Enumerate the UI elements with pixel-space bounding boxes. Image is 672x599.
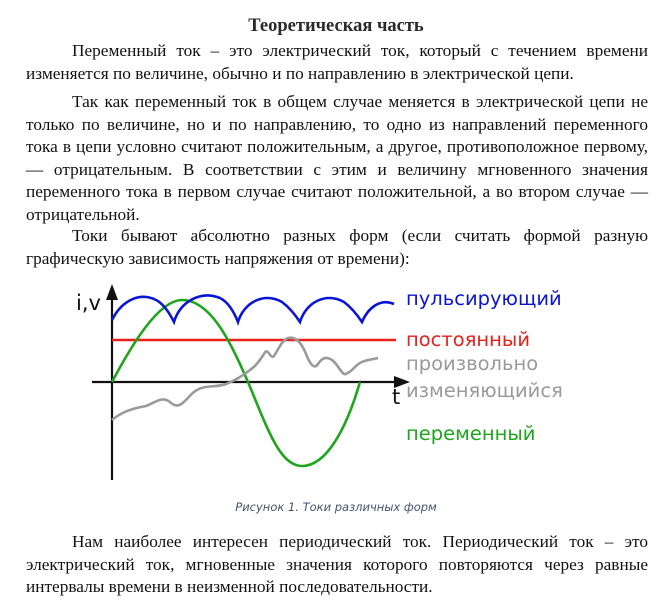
paragraph-1: Переменный ток – это электрический ток, который с течением времени изменяется по величине, обычно и по направлению в электрической цепи.: [26, 41, 648, 83]
current-forms-figure: [60, 280, 620, 490]
paragraph-4: Нам наиболее интересен периодический ток. Периодический ток – это электрический ток, мгновенные значения которого повторяются через равные интервалы времени в неизменной последовательности.: [26, 532, 648, 596]
y-axis-arrow-icon: [106, 284, 118, 300]
y-axis-label: i,v: [76, 291, 101, 315]
figure-caption: Рисунок 1. Токи различных форм: [235, 500, 437, 514]
legend-alternating: переменный: [406, 422, 536, 445]
paragraph-2: Так как переменный ток в общем случае меняется в электрической цепи не только по величине, но и по направлению, то одно из направлений переменного тока в цепи условно считают положительным, а другое, противоположное первому, — отрицательным. В соответствии с этим и величину мгновенного значения переменного тока в первом случае считают положительной, а во втором случае — отрицательной.: [26, 92, 648, 224]
legend-constant: постоянный: [406, 328, 530, 351]
paragraph-3: Токи бывают абсолютно разных форм (если считать формой разную графическую зависимость напряжения от времени):: [26, 226, 648, 268]
arbitrary-current-curve: [112, 338, 378, 420]
legend-arbitrary-line1: произвольно: [406, 352, 539, 375]
section-heading: Теоретическая часть: [248, 16, 424, 36]
legend-arbitrary-line2: изменяющийся: [406, 379, 563, 402]
legend-pulsating: пульсирующий: [406, 287, 562, 310]
x-axis-label: t: [392, 385, 401, 409]
